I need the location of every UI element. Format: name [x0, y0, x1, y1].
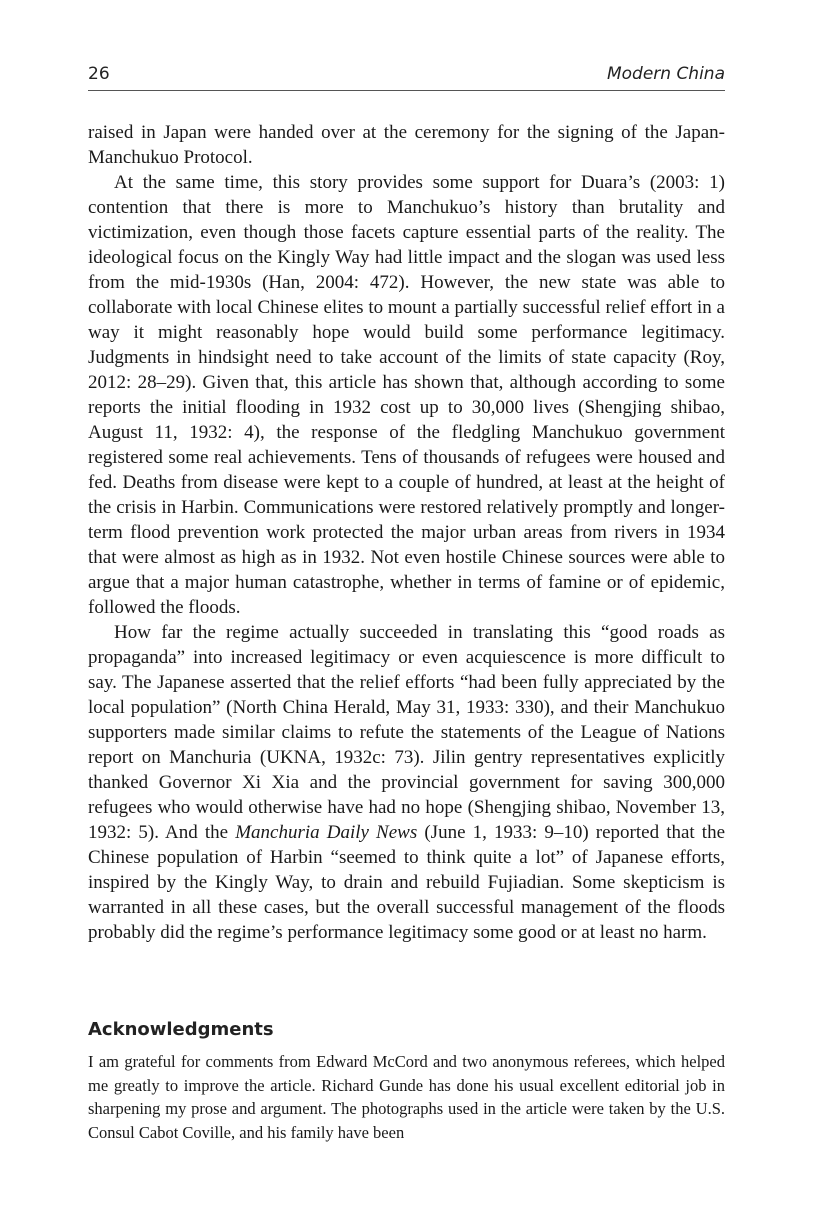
paragraph-2: At the same time, this story provides some support for Duara’s (2003: 1) contention that there is more to Manchukuo’s history than brutality and victimization, even though those facets capture essential parts of the reality. The ideological focus on the Kingly Way had little impact and the slogan was used less from the mid-1930s (Han, 2004: 472). However, the new state was able to collaborate with local Chinese elites to mount a partially successful relief effort in a way it might reasonably hope would build some performance legitimacy. Judgments in hindsight need to take account of the limits of state capacity (Roy, 2012: 28–29). Given that, this article has shown that, although according to some reports the initial flooding in 1932 cost up to 30,000 lives (Shengjing shibao, August 11, 1932: 4), the response of the fledgling Manchukuo government registered some real achievements. Tens of thousands of refugees were housed and fed. Deaths from disease were kept to a couple of hundred, at least at the height of the crisis in Harbin. Communications were restored relatively promptly and longer-term flood prevention work protected the major urban areas from rivers in 1934 that were almost as high as in 1932. Not even hostile Chinese sources were able to argue that a major human catastrophe, whether in terms of famine or of epidemic, followed the floods.: [88, 172, 725, 618]
paragraph-3-text-b: (June 1, 1933: 9–10) reported that the Chinese population of Harbin “seemed to think quite a lot” of Japanese efforts, inspired by the Kingly Way, to drain and rebuild Fujiadian. Some skepticism is warranted in all these cases, but the overall successful management of the floods probably did the regime’s performance legitimacy some good or at least no harm.: [88, 822, 726, 943]
running-head: [88, 62, 725, 91]
journal-title: Modern China: [606, 64, 725, 84]
acknowledgments-heading: Acknowledgments: [88, 1019, 274, 1040]
paragraph-3-text-a: How far the regime actually succeeded in translating this “good roads as propaganda” into increased legitimacy or even acquiescence is more difficult to say. The Japanese asserted that the relief efforts “had been fully appreciated by the local population” (North China Herald, May 31, 1933: 330), and their Manchukuo supporters made similar claims to refute the statements of the League of Nations report on Manchuria (UKNA, 1932c: 73). Jilin gentry representatives explicitly thanked Governor Xi Xia and the provincial government for saving 300,000 refugees who would otherwise have had no hope (Shengjing shibao, November 13, 1932: 5). And the: [88, 622, 725, 843]
paragraph-1: raised in Japan were handed over at the ceremony for the signing of the Japan-Manchukuo Protocol.: [88, 122, 725, 168]
paragraph-3: [88, 620, 725, 945]
page-number: 26: [88, 64, 110, 84]
newspaper-title: Manchuria Daily News: [235, 822, 418, 843]
acknowledgments-text: I am grateful for comments from Edward McCord and two anonymous referees, which helped me greatly to improve the article. Richard Gunde has done his usual excellent editorial job in sharpening my prose and argument. The photographs used in the article were taken by the U.S. Consul Cabot Coville, and his family have been: [88, 1052, 725, 1142]
article-body: [88, 120, 725, 945]
